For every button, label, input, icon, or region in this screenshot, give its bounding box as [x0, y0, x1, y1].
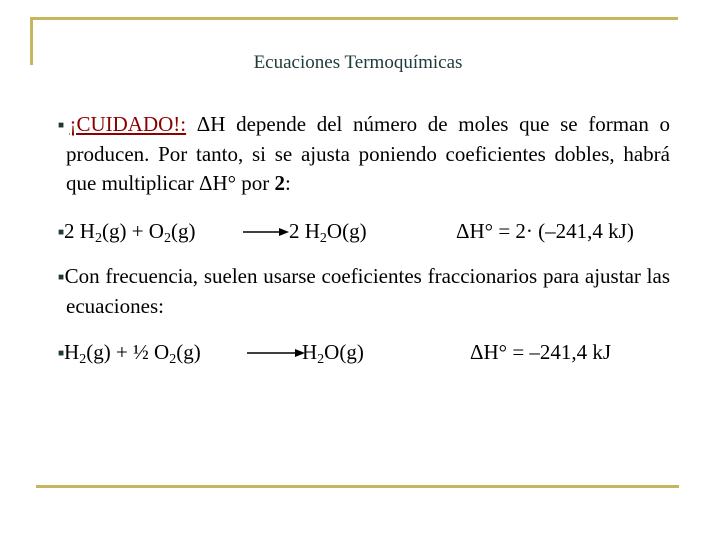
paragraph-fractional: [58, 262, 670, 321]
slide-title: Ecuaciones Termoquímicas: [253, 52, 463, 73]
paragraph-warning-end: :: [285, 171, 291, 195]
eq1-reactants: ■2 $H_2(g) + O_2(g)$: [58, 219, 196, 246]
square-bullet-icon: ■: [58, 227, 65, 238]
eq2-reactants: $■H_2(g)$ + ½ $O_2(g)$: [58, 340, 201, 367]
eq1-enthalpy: ΔH° = 2· (–241,4 kJ): [456, 219, 634, 243]
reaction-arrow-icon: [242, 226, 290, 238]
warning-label: ¡CUIDADO!:: [69, 112, 187, 136]
eq2-enthalpy: ΔH° = –241,4 kJ: [470, 340, 612, 364]
eq2-product: $H_2O(g)$: [302, 340, 364, 367]
paragraph-warning-text: ΔH depende del número de moles que se forman o producen. Por tanto, si se ajusta poniendo coeficientes dobles, habrá que multiplicar ΔH° por: [66, 112, 671, 195]
reaction-arrow-icon: [246, 347, 306, 359]
paragraph-warning: [58, 110, 671, 198]
square-bullet-icon: ■: [58, 120, 70, 131]
paragraph-fractional-text: Con frecuencia, suelen usarse coeficientes fraccionarios para ajustar las ecuaciones:: [64, 264, 670, 318]
square-bullet-icon: ■: [58, 272, 65, 283]
factor-bold: 2: [274, 171, 286, 195]
frame-top-line: [30, 17, 678, 20]
frame-bottom-line: [36, 485, 679, 488]
eq1-product: 2 $H_2O(g)$: [289, 219, 367, 246]
square-bullet-icon: ■: [58, 348, 65, 359]
